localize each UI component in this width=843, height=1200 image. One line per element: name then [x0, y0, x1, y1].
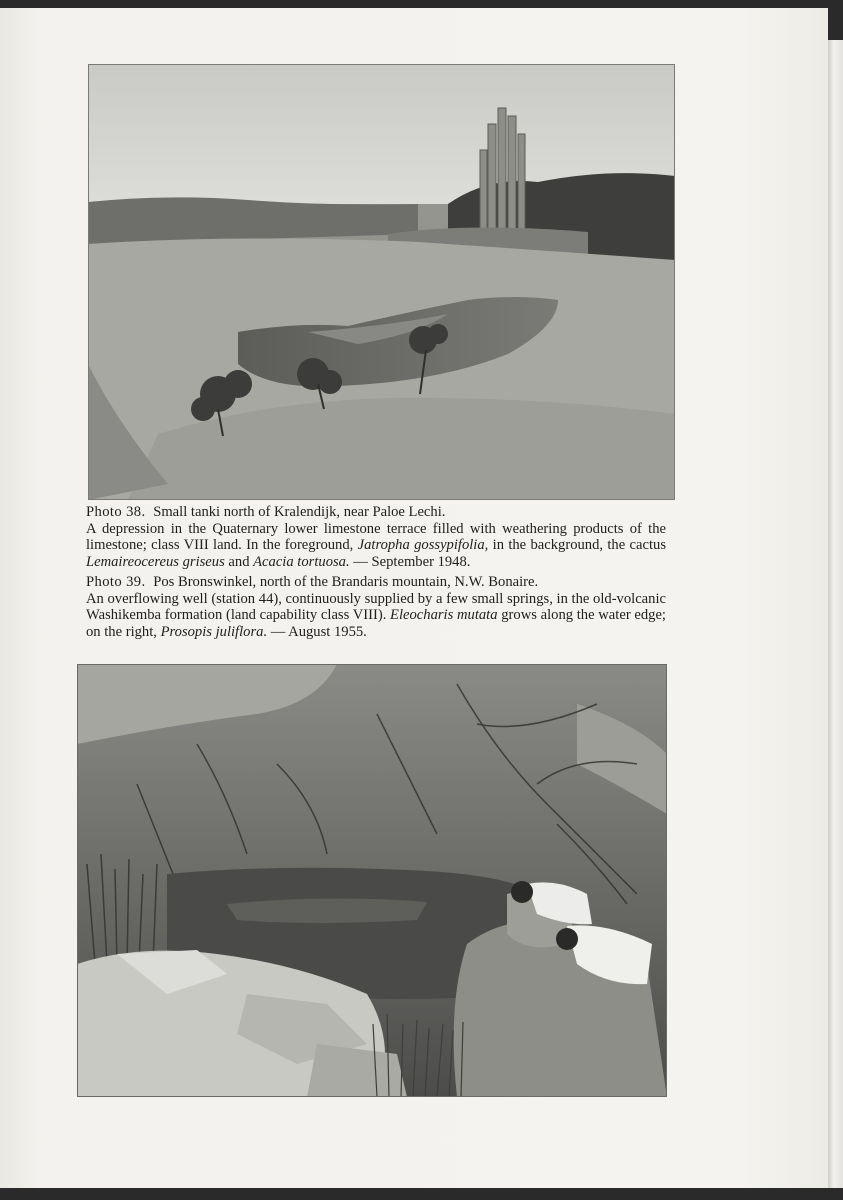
caption-date: — August 1955. — [267, 623, 367, 640]
captions — [86, 504, 666, 644]
caption-body: grows along the water edge; on the right, — [86, 607, 666, 640]
species-name: Lemaireocereus griseus — [86, 553, 225, 570]
caption-date: — September 1948. — [349, 553, 471, 570]
photo-39 — [77, 664, 667, 1097]
photo-39-image — [77, 664, 667, 1097]
species-name: Prosopis juliflora. — [160, 623, 268, 640]
caption-photo-38 — [86, 504, 666, 570]
page-edge — [828, 40, 843, 1188]
caption-title: Pos Bronswinkel, north of the Brandaris mountain, N.W. Bonaire. — [153, 574, 539, 590]
species-name: Acacia tortuosa. — [253, 553, 350, 570]
caption-body: An overflowing well (station 44), continuously supplied by a few small springs, in the old-volcanic Washikemba formation (land capability class VIII). — [86, 590, 666, 623]
species-name: Eleocharis mutata — [390, 607, 498, 623]
caption-label: Photo 39. — [86, 574, 146, 590]
caption-body: in the background, the cactus — [488, 537, 666, 553]
photo-38-image — [88, 64, 675, 500]
caption-title: Small tanki north of Kralendijk, near Paloe Lechi. — [153, 504, 446, 520]
caption-photo-39 — [86, 574, 666, 640]
caption-body: and — [224, 553, 254, 570]
caption-body: A depression in the Quaternary lower limestone terrace filled with weathering products of the limestone; class VIII land. In the foreground, — [86, 520, 666, 553]
caption-label: Photo 38. — [86, 504, 146, 520]
species-name: Jatropha gossypifolia, — [357, 537, 489, 553]
photo-38 — [88, 64, 675, 500]
